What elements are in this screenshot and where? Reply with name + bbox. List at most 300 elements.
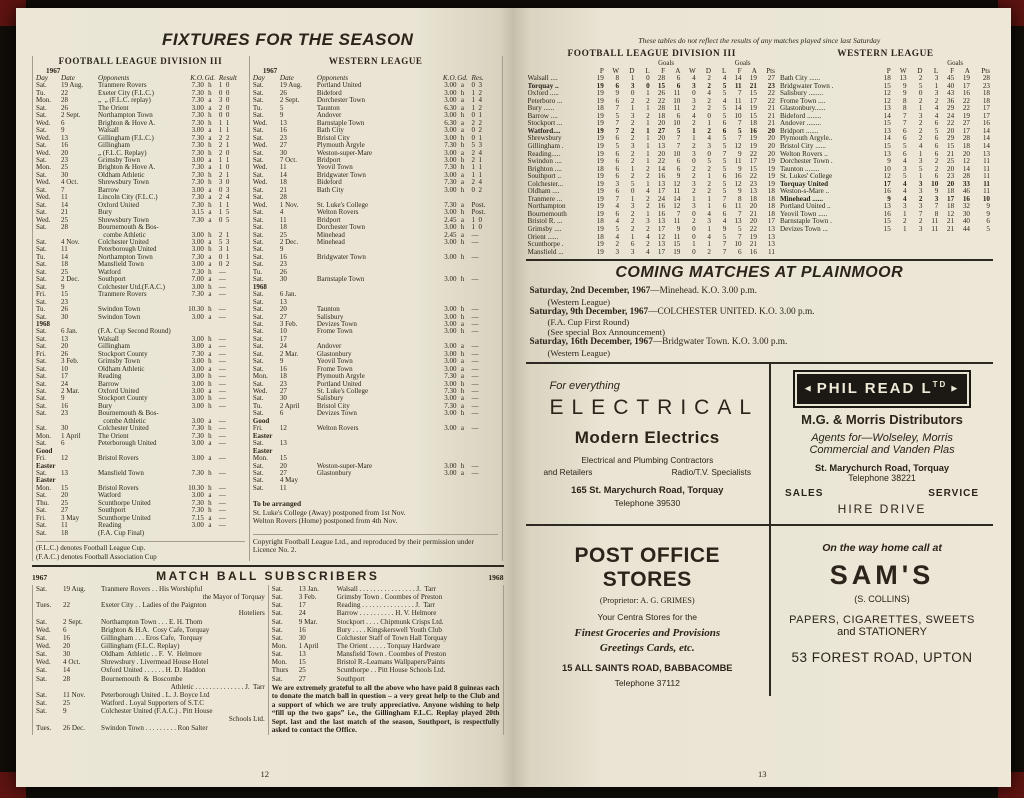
page-left [16,8,514,787]
stat-value: 5 [615,142,620,151]
stat-value: 2 [918,126,923,135]
fixture-section-label: Easter [36,476,56,485]
stat-value: 11 [734,202,742,211]
fixture-kickoff: 3.15 [191,208,204,217]
fixture-kickoff: 7.00 [191,275,204,284]
division3-table-body [528,60,776,256]
fixture-opponents [317,440,427,447]
fixture-day: Sat. [252,126,264,135]
stat-value: 12 [883,96,891,105]
fixture-date: 2 Sept. [61,111,81,120]
stat-value: 17 [962,81,970,90]
fixture-opponents: Minehead [316,231,345,239]
western-table [778,49,993,256]
fixture-date: 27 [279,387,287,396]
subscriber-day: Sat. [271,625,283,634]
fixture-ground: a [460,96,465,105]
club-name: Devizes Town ... [779,226,828,234]
fixture-day: Sat. [252,290,264,299]
fixture-result: Post. [471,200,486,209]
stat-value: 21 [947,149,955,158]
stat-value: 21 [749,81,757,90]
fixture-date: 23 [61,155,68,164]
stat-value: 11 [673,232,681,241]
stat-value: 5 [722,232,727,241]
fixture-date: 23 [279,133,287,142]
stat-value: 13 [883,126,891,135]
stat-value: 20 [767,142,775,151]
fixture-result: — [218,387,226,396]
fixture-ground: a [460,148,465,157]
stat-value: 3 [615,179,620,188]
subscriber-date: 3 Feb. [298,593,317,602]
stat-value: 4 [722,74,727,83]
fixture-ground: h [208,401,212,410]
stat-value: 11 [983,179,990,188]
stat-value: 7 [738,119,742,128]
fixture-result: — [218,469,226,478]
fixture-result: — [218,379,226,388]
stat-value: 16 [982,119,990,128]
subscriber-day: Sat. [36,633,47,642]
fixture-day: Sat. [36,126,47,135]
fixture-ground: a [460,81,465,90]
fixture-row [36,314,245,321]
club-name: Bridport ....... [779,127,819,135]
stat-value: 2 [630,172,635,181]
fixture-kickoff: 3.00 [191,237,204,246]
fixture-kickoff [175,530,204,537]
club-name: Brighton .... [527,165,562,173]
fixture-opponents: Reading [98,522,122,530]
league-row [780,151,991,159]
fixture-kickoff: 3.00 [444,88,457,97]
subscriber-day: Sat. [271,609,283,618]
stat-value: 1 [918,149,923,158]
stat-value: 0 [692,157,696,166]
fixture-date: 28 [61,223,68,232]
subscriber-row [36,724,265,732]
subscriber-day [36,593,63,601]
stat-value: 6 [615,164,620,173]
subscriber-row [36,683,265,691]
fixture-date: 4 Oct. [61,178,79,187]
fixture-day: Sat. [252,245,264,254]
fixture-result: 1 1 [218,126,230,135]
fixture-opponents: Swindon Town [98,306,141,314]
fixture-ground: a [460,364,465,373]
stat-value: 4 [646,232,650,241]
fixture-date: 11 [61,521,68,530]
fixture-kickoff: 7.15 [191,513,204,522]
stat-value: 6 [722,209,727,218]
subscriber-text: the Mayor of Torquay [202,593,265,602]
stat-value: 19 [596,194,604,203]
subscriber-row [272,634,500,642]
fixture-date: 3 May [61,513,80,522]
fixture-ground: a [208,155,212,164]
fixture-date: 30 [61,170,68,179]
stat-value: 1 [918,104,923,113]
fixture-date: 27 [61,506,68,515]
stat-value: 5 [722,111,727,120]
stat-value: 6 [903,149,907,158]
fixture-opponents: Reading [98,373,122,381]
fixture-day: Sat. [36,275,47,284]
stat-value: 18 [883,74,891,83]
fixture-day: Sat. [36,342,47,351]
fixture-kickoff: 7.30 [191,506,204,515]
subscriber-text: Colchester Staff of Town Hall Torquay [336,633,448,642]
subscriber-text: Bury . . . . Kingskerswell Youth Club [336,625,442,634]
ad-modern-electrics [526,364,772,524]
stat-value: 17 [767,217,775,226]
stat-value: 5 [722,89,727,98]
subscriber-row [272,658,500,666]
fixture-date: 18 [279,178,287,187]
fixtures-title: FIXTURES FOR THE SEASON [162,30,414,49]
stat-value: 21 [749,209,757,218]
fixtures-footnotes [36,541,245,561]
fixture-date: 11 [279,483,287,492]
fixture-ground: h [460,275,465,284]
subscriber-day: Tues. [36,723,52,732]
fixture-date: 12 [279,424,287,433]
fixture-ground: a [208,260,212,269]
fixture-date: 15 [279,454,287,463]
stat-value: 20 [947,164,955,173]
fixture-date: 21 [61,208,68,217]
stat-value: 7 [615,119,620,128]
stat-value: 2 [646,96,650,105]
fixture-ground: h [460,327,465,336]
stat-value: 6 [615,172,620,181]
fixture-day: Sat. [36,237,47,246]
stat-value: 3 [692,81,696,90]
fixture-result: 3 0 [218,178,230,187]
fixture-day: Sat. [36,111,47,120]
subscribers-year-right: 1968 [488,572,504,582]
stat-value: 32 [962,202,970,211]
fixture-result: 0 0 [218,88,230,97]
fixture-ground: a [208,513,212,522]
club-name: Mansfield ... [527,248,564,256]
fixture-ground: h [460,111,465,120]
fixture-ground: h [460,252,465,261]
arrow-right-icon: ► [949,383,962,395]
fixture-day: Sat. [36,267,47,276]
stat-value: 10 [734,240,742,249]
fixture-kickoff: 3.00 [191,372,204,381]
fixture-opponents: Barrow [98,380,119,388]
fixture-date: 2 Mar. [61,387,80,396]
to-be-arranged [253,500,499,525]
stat-value: 19 [767,179,775,188]
league-header-cell: D [917,66,923,75]
col-gd: Gd. [457,74,468,82]
fixture-day: Sat. [252,439,264,448]
fixture-day: Sat. [252,260,264,269]
stat-value: 2 [692,164,696,173]
stat-value: 27 [767,74,775,83]
ad-groceries-line: Finest Groceries and Provisions [574,626,721,639]
stat-value: 15 [657,81,666,90]
stat-value: 2 [692,187,696,196]
subscriber-date: 16 [298,625,306,634]
ad-lead-text: On the way home call at [822,541,942,554]
stat-value: 9 [903,89,907,98]
fixture-result: — [218,312,226,321]
subscriber-text: Reading . . . . . . . . . . . . . . . J. Tarr [336,601,436,610]
fixture-row [253,291,499,298]
fixture-kickoff: 7.30 [444,401,457,410]
fixture-result: — [471,364,479,373]
fixture-ground: a [208,126,212,135]
fixture-result: — [471,312,479,321]
fixture-opponents: Yeovil Town [316,164,353,172]
stat-value: 5 [934,126,939,135]
fixture-kickoff: 3.00 [444,342,457,351]
fixture-ground: a [460,372,465,381]
fixture-opponents: Bristol Rovers [98,484,139,492]
stat-value: 6 [615,134,620,143]
fixture-result: 0 5 [218,215,230,224]
fixture-date: 16 [279,126,287,135]
stat-value: 11 [768,247,775,256]
fixture-kickoff: 3.00 [191,230,204,239]
stat-value: 9 [676,225,681,234]
stat-value: 1 [707,202,711,211]
fixture-result: Post. [471,208,486,217]
fixture-result: 0 2 [218,260,230,269]
stat-value: 2 [692,172,696,181]
stat-value: 19 [962,111,970,120]
fixture-ground: h [208,334,212,343]
fixture-day: Sat. [252,312,264,321]
fixture-row [253,485,499,492]
fixture-kickoff: 7.30 [191,215,204,224]
stat-value: 6 [934,172,939,181]
fixture-kickoff: 7.30 [444,200,457,209]
fixture-opponents: combe Athletic [98,417,146,425]
stat-value: 20 [767,149,775,158]
fixture-day: Sat. [36,260,47,269]
fixture-opponents: Bristol Rovers [98,455,139,463]
stat-value: 18 [596,104,604,113]
fixture-day: Mon. [36,163,51,172]
subscriber-row [272,675,500,683]
stat-value: 17 [657,225,666,234]
stat-value: 0 [692,232,696,241]
stat-value: 6 [676,111,681,120]
stat-value: 3 [707,142,711,151]
fixture-date: 23 [61,409,68,418]
fixture-opponents: (F.A. Cup Second Round) [98,328,171,336]
stat-value: 8 [615,74,620,83]
fixtures-columns [32,56,504,561]
stat-value: 3 [918,111,923,120]
stat-value: 5 [903,172,907,181]
stat-value: 6 [676,81,681,90]
stat-value: 4 [707,134,711,143]
stat-value: 4 [903,179,907,188]
subscriber-day: Tues. [36,601,52,610]
fixture-opponents: Walsall [98,127,119,135]
subscriber-day: Sat. [271,617,283,626]
fixture-date: 27 [279,312,287,321]
stat-value: 6 [615,149,620,158]
fixture-kickoff: 3.00 [444,357,457,366]
col-day: Day [36,74,48,82]
ad-services-line: Electrical and Plumbing Contractors [581,454,714,465]
fixture-result: — [218,483,226,492]
fixture-day: Sat. [252,185,264,194]
fixture-kickoff: 3.00 [444,364,457,373]
fixture-date: 13 [279,118,287,127]
stat-value: 7 [738,134,742,143]
stat-value: 7 [722,149,727,158]
fixture-result: — [218,349,226,358]
fixture-opponents: Plymouth Argyle [316,142,365,150]
fixture-kickoff: 6.30 [444,118,457,127]
subscriber-date: 20 [63,642,71,650]
stat-value: 1 [646,119,650,128]
stat-value: 4 [722,96,727,105]
fixture-result: 3 0 [218,96,230,105]
stat-value: 3 [630,111,635,120]
fixture-day: Sat. [36,185,47,194]
fixture-opponents: Barnstaple Town [316,276,365,284]
stat-value: 27 [657,126,666,135]
stat-value: 13 [767,240,775,249]
club-name: Glastonbury...... [779,105,826,113]
fixture-opponents: Oldham Athletic [98,365,145,373]
stat-value: 4 [615,232,620,241]
fixture-date: 27 [279,469,287,478]
fixture-kickoff: 3.00 [191,364,204,373]
fixture-result: — [471,372,479,381]
fixture-date: 9 [61,282,65,291]
ad-phil-read [771,364,993,524]
fixture-opponents: Devizes Town [316,320,357,328]
col-date: Date [279,74,294,82]
fixture-kickoff: 7.30 [444,178,457,187]
subscriber-date [63,609,101,617]
stat-value: 19 [596,134,604,143]
stat-value: 16 [883,209,891,218]
subscribers-columns [32,585,504,735]
ad-phone: Telephone 38221 [848,472,916,483]
stat-value: 13 [767,225,775,234]
fixture-opponents: Barrow [98,186,119,194]
subscriber-row [36,585,265,593]
subscriber-row [36,601,265,609]
league-tables [526,49,994,256]
fixture-ground: a [208,252,212,261]
fixture-ground: a [460,103,465,112]
fixture-opponents: Southport [98,276,126,284]
fixture-date: 11 [61,193,68,202]
fixture-date: 17 [61,372,68,381]
stat-value: 4 [918,142,923,151]
stat-value: 6 [615,81,620,90]
subscriber-date: 28 [63,674,71,683]
fixture-opponents: Shrewsbury Town [98,216,149,224]
stat-value: 3 [630,81,635,90]
fixture-date: 6 [279,409,284,418]
fixture-day: Sat. [36,521,47,530]
stat-value: 10 [982,194,990,203]
stat-value: 19 [767,157,775,166]
league-header-cell: A [675,66,681,75]
subscriber-day: Mon. [271,658,287,667]
western-table-body [780,60,991,234]
stat-value: 22 [962,96,970,105]
subscriber-row [36,593,265,601]
fixture-kickoff: 10.30 [188,483,204,492]
club-name: Tranmere ... [527,195,563,203]
stat-value: 15 [883,119,891,128]
fixture-result: 5 3 [471,141,482,150]
fixture-opponents: Bideford [316,89,342,97]
stat-value: 3 [934,74,939,83]
stat-value: 20 [749,202,757,211]
ad-post-office-stores [526,524,772,696]
fixture-opponents: Watford [98,492,121,500]
fixture-ground: h [460,349,465,358]
arrow-left-icon: ◄ [802,383,815,395]
fixture-day: Sat. [252,364,264,373]
league-row [528,249,776,257]
fixture-date: 7 Oct. [279,155,297,164]
ad-business-name: M.G. & Morris Distributors [801,411,963,427]
stat-value: 3 [903,164,907,173]
fixture-date: 13 [61,334,68,343]
fixture-opponents: Bridgwater Town [316,253,366,261]
club-name: Taunton ........ [779,165,820,173]
stat-value: 5 [722,81,727,90]
fixture-opponents: Colchester United [98,238,149,246]
tables-disclaimer: These tables do not reflect the results of any matches played since last Saturday [638,36,881,45]
fixture-date: 13 [279,297,287,306]
fixture-result: 0 1 [471,111,482,120]
stat-value: 19 [749,104,757,113]
fixture-ground: h [208,282,212,291]
fixture-day: Fri. [36,349,46,358]
fixture-day: Sat. [252,305,264,314]
stat-value: 22 [962,104,970,113]
fixture-result: 2 1 [218,170,230,179]
stat-value: 20 [657,119,666,128]
fixture-opponents: Grimsby Town [98,156,140,164]
stat-value: 11 [673,217,681,226]
fixture-ground: h [460,185,465,194]
stat-value: 2 [918,119,923,128]
league-header-cell: D [705,66,711,75]
stat-value: 3 [707,217,711,226]
subscriber-date: 25 [63,699,71,708]
fixture-day: Sat. [252,379,264,388]
fixture-date: 18 [279,372,287,381]
fixture-kickoff: 7.30 [191,96,204,105]
fixture-row [253,410,499,417]
stat-value: 19 [749,74,757,83]
subscriber-text: Gillingham . . . Eros Cafe, Torquay [101,633,203,642]
fixture-day: Sat. [252,483,264,492]
fixture-kickoff: 7.30 [191,170,204,179]
stat-value: 4 [707,232,711,241]
fixture-date: 5 [279,103,284,112]
